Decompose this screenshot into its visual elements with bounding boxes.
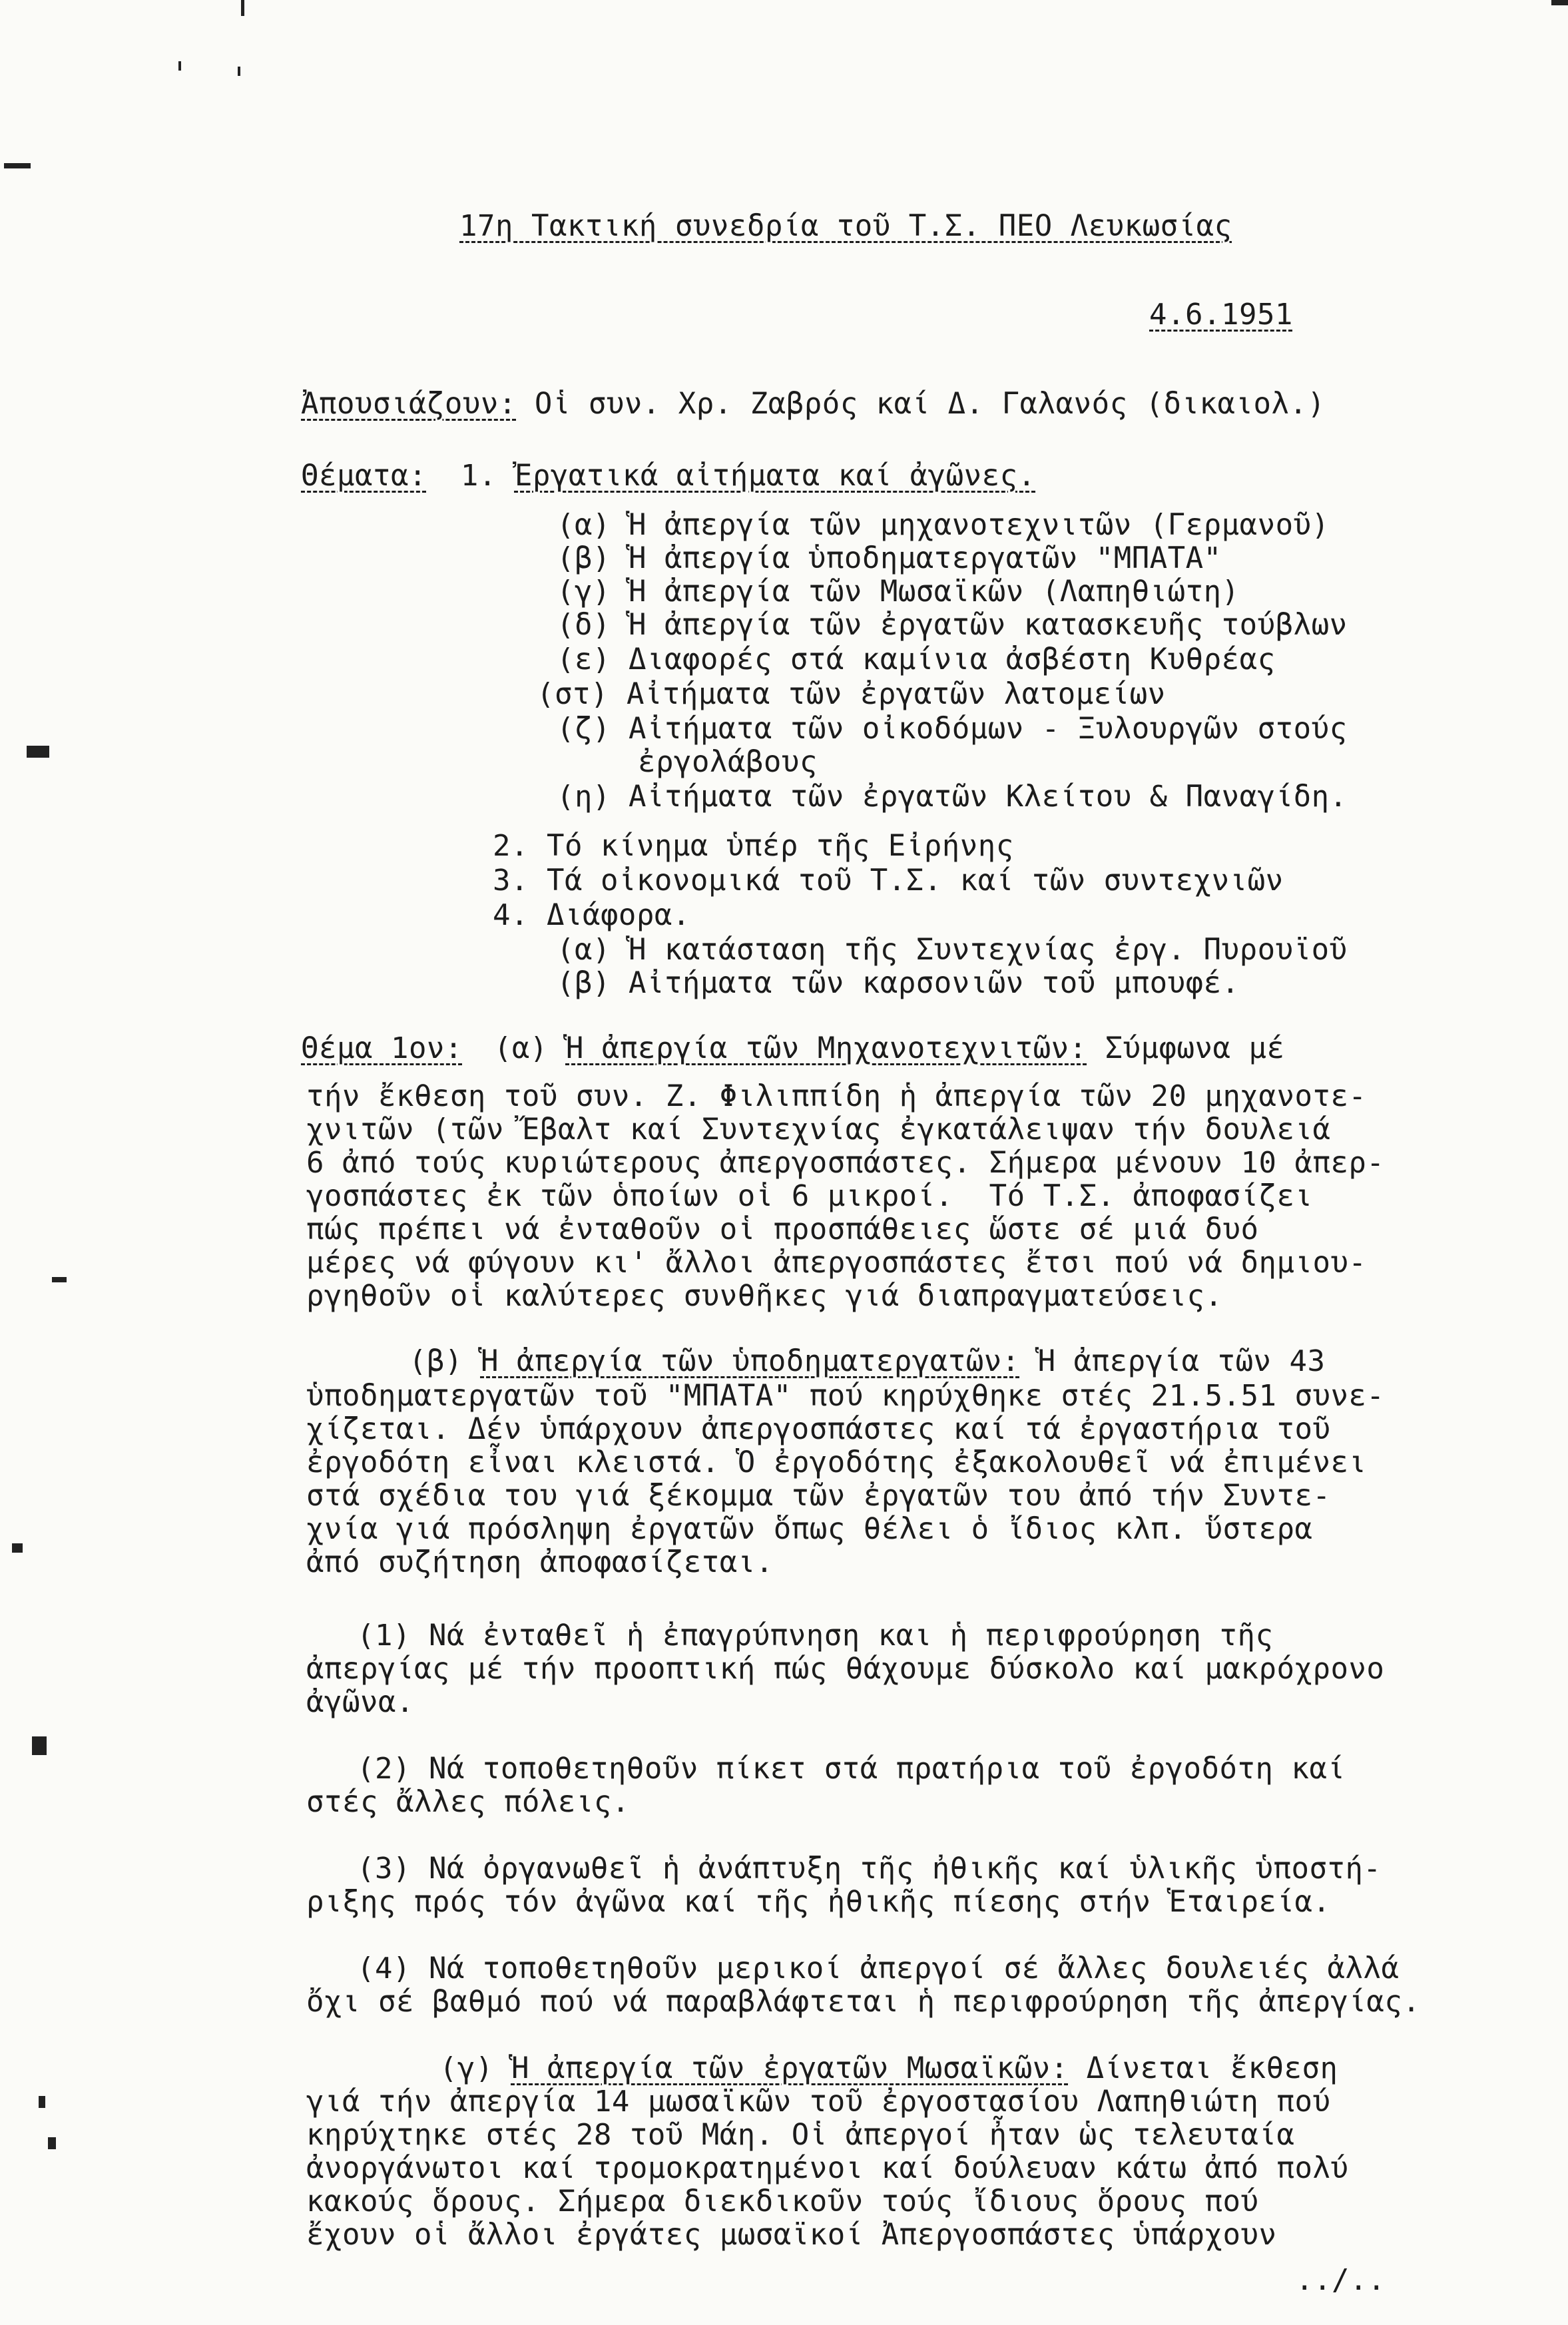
- topic-4-item: (α) Ἡ κατάσταση τῆς Συντεχνίας ἐργ. Πυρουϊοῦ: [557, 933, 1348, 967]
- topic-item: (γ) Ἡ ἀπεργία τῶν Μωσαϊκῶν (Λαπηθιώτη): [557, 575, 1240, 609]
- decision-2-line: (2) Νά τοποθετηθοῦν πίκετ στά πρατήρια τοῦ ἐργοδότη καί: [357, 1752, 1346, 1786]
- decision-1-line: ἀγῶνα.: [306, 1685, 414, 1719]
- section-1a-prefix: (α): [475, 1031, 566, 1065]
- scan-speck: [48, 2137, 56, 2149]
- document-title: 17η Τακτική συνεδρία τοῦ Τ.Σ. ΠΕΟ Λευκωσίας: [459, 209, 1232, 243]
- section-1a-first: Σύμφωνα μέ: [1087, 1031, 1285, 1065]
- continuation-mark: ../..: [1296, 2263, 1386, 2297]
- topic-1-title: Ἐργατικά αἰτήματα καί ἀγῶνες.: [514, 459, 1036, 493]
- topic-4-item: (β) Αἰτήματα τῶν καρσονιῶν τοῦ μπουφέ.: [557, 966, 1240, 1000]
- body-line: κηρύχτηκε στές 28 τοῦ Μάη. Οἱ ἀπεργοί ἦταν ὡς τελευταία: [306, 2118, 1295, 2152]
- absent-text: Οἱ συν. Χρ. Ζαβρός καί Δ. Γαλανός (δικαιολ.): [516, 387, 1326, 421]
- topic-item: (α) Ἡ ἀπεργία τῶν μηχανοτεχνιτῶν (Γερμανοῦ): [557, 508, 1330, 542]
- topic-item: (η) Αἰτήματα τῶν ἐργατῶν Κλείτου & Παναγίδη.: [557, 780, 1348, 814]
- scan-speck: [241, 0, 244, 16]
- decision-3-line: ριξης πρός τόν ἀγῶνα καί τῆς ἠθικῆς πίεσης στήν Ἑταιρεία.: [306, 1885, 1331, 1919]
- body-line: ἔχουν οἱ ἄλλοι ἐργάτες μωσαϊκοί Ἀπεργοσπάστες ὑπάρχουν: [306, 2218, 1277, 2252]
- topics-heading-line: [301, 459, 1036, 493]
- section-1c-heading: [439, 2052, 1338, 2085]
- scan-speck: [27, 746, 49, 758]
- body-line: πώς πρέπει νά ἐνταθοῦν οἱ προσπάθειες ὥστε σέ μιά δυό: [306, 1212, 1259, 1246]
- section-1b-prefix: (β): [409, 1344, 481, 1378]
- body-line: ἐργοδότη εἶναι κλειστά. Ὁ ἐργοδότης ἐξακολουθεῖ νά ἐπιμένει: [306, 1445, 1367, 1479]
- section-1b-title: Ἡ ἀπεργία τῶν ὑποδηματεργατῶν:: [480, 1344, 1020, 1378]
- scan-speck: [178, 61, 181, 71]
- scan-speck: [52, 1277, 67, 1282]
- body-line: 6 ἀπό τούς κυριώτερους ἀπεργοσπάστες. Σήμερα μένουν 10 ἀπερ-: [306, 1146, 1385, 1180]
- body-line: μέρες νά φύγουν κι' ἄλλοι ἀπεργοσπάστες ἔτσι πού νά δημιου-: [306, 1246, 1367, 1280]
- topic-4: 4. Διάφορα.: [493, 898, 690, 932]
- document-date: 4.6.1951: [1149, 298, 1293, 332]
- topic-item: (ζ) Αἰτήματα τῶν οἰκοδόμων - Ξυλουργῶν στούς: [557, 712, 1348, 746]
- body-line: ἀπό συζήτηση ἀποφασίζεται.: [306, 1545, 774, 1579]
- section-1c-title: Ἡ ἀπεργία τῶν ἐργατῶν Μωσαϊκῶν:: [511, 2051, 1069, 2085]
- topic-item: ἐργολάβους: [638, 745, 818, 779]
- body-line: ἀνοργάνωτοι καί τρομοκρατημένοι καί δούλευαν κάτω ἀπό πολύ: [306, 2151, 1349, 2185]
- body-line: στά σχέδια του γιά ξέκομμα τῶν ἐργατῶν του ἀπό τήν Συντε-: [306, 1479, 1331, 1513]
- body-line: χνία γιά πρόσληψη ἐργατῶν ὅπως θέλει ὁ ἴδιος κλπ. ὕστερα: [306, 1512, 1313, 1546]
- section-1a-title: Ἡ ἀπεργία τῶν Μηχανοτεχνιτῶν:: [565, 1031, 1087, 1065]
- body-line: χίζεται. Δέν ὑπάρχουν ἀπεργοσπάστες καί τά ἐργαστήρια τοῦ: [306, 1412, 1331, 1446]
- section-1-label: Θέμα 1ον:: [301, 1031, 463, 1065]
- topic-1-number: 1.: [442, 459, 515, 493]
- topic-item: (β) Ἡ ἀπεργία ὑποδηματεργατῶν "ΜΠΑΤΑ": [557, 541, 1222, 575]
- scan-speck: [39, 2096, 45, 2108]
- scan-speck: [32, 1736, 47, 1755]
- topic-3: 3. Τά οἰκονομικά τοῦ Τ.Σ. καί τῶν συντεχνιῶν: [493, 864, 1284, 898]
- topic-2: 2. Τό κίνημα ὑπέρ τῆς Εἰρήνης: [493, 829, 1014, 863]
- decision-4-line: (4) Νά τοποθετηθοῦν μερικοί ἀπεργοί σέ ἄλλες δουλειές ἀλλά: [357, 1951, 1400, 1985]
- absent-label: Ἀπουσιάζουν:: [301, 387, 517, 421]
- decision-1-line: (1) Νά ἐνταθεῖ ἡ ἐπαγρύπνηση και ἡ περιφρούρηση τῆς: [357, 1619, 1274, 1653]
- scan-speck: [238, 67, 240, 76]
- scan-speck: [12, 1543, 23, 1553]
- decision-1-line: ἀπεργίας μέ τήν προοπτική πώς θάχουμε δύσκολο καί μακρόχρονο: [306, 1652, 1385, 1686]
- scan-speck: [4, 163, 31, 168]
- body-line: κακούς ὅρους. Σήμερα διεκδικοῦν τούς ἴδιους ὅρους πού: [306, 2185, 1259, 2218]
- body-line: τήν ἔκθεση τοῦ συν. Ζ. Φιλιππίδη ἡ ἀπεργία τῶν 20 μηχανοτε-: [306, 1079, 1367, 1113]
- body-line: ὑποδηματεργατῶν τοῦ "ΜΠΑΤΑ" πού κηρύχθηκε στές 21.5.51 συνε-: [306, 1379, 1385, 1413]
- body-line: γιά τήν ἀπεργία 14 μωσαϊκῶν τοῦ ἐργοστασίου Λαπηθιώτη πού: [306, 2085, 1331, 2119]
- body-line: ργηθοῦν οἱ καλύτερες συνθῆκες γιά διαπραγματεύσεις.: [306, 1279, 1223, 1313]
- decision-2-line: στές ἄλλες πόλεις.: [306, 1785, 630, 1819]
- topic-item: (στ) Αἰτήματα τῶν ἐργατῶν λατομείων: [537, 677, 1166, 711]
- section-1b-heading: [409, 1345, 1326, 1378]
- topics-label: Θέματα:: [301, 459, 427, 493]
- decision-4-line: ὄχι σέ βαθμό πού νά παραβλάφτεται ἡ περιφρούρηση τῆς ἀπεργίας.: [306, 1985, 1421, 2019]
- topic-item: (ε) Διαφορές στά καμίνια ἀσβέστη Κυθρέας: [557, 643, 1276, 676]
- section-1-heading: [301, 1032, 1285, 1065]
- section-1c-first: Δίνεται ἔκθεση: [1068, 2051, 1338, 2085]
- body-line: χνιτῶν (τῶν Ἔβαλτ καί Συντεχνίας ἐγκατάλειψαν τήν δουλειά: [306, 1113, 1331, 1147]
- topic-item: (δ) Ἡ ἀπεργία τῶν ἐργατῶν κατασκευῆς τούβλων: [557, 608, 1348, 642]
- absent-line: [301, 388, 1325, 421]
- body-line: γοσπάστες ἐκ τῶν ὁποίων οἱ 6 μικροί. Τό Τ.Σ. ἀποφασίζει: [306, 1179, 1313, 1213]
- scan-speck: [1551, 0, 1568, 5]
- decision-3-line: (3) Νά ὀργανωθεῖ ἡ ἀνάπτυξη τῆς ἠθικῆς καί ὑλικῆς ὑποστή-: [357, 1852, 1382, 1886]
- section-1c-prefix: (γ): [439, 2051, 511, 2085]
- section-1b-first: Ἡ ἀπεργία τῶν 43: [1019, 1344, 1326, 1378]
